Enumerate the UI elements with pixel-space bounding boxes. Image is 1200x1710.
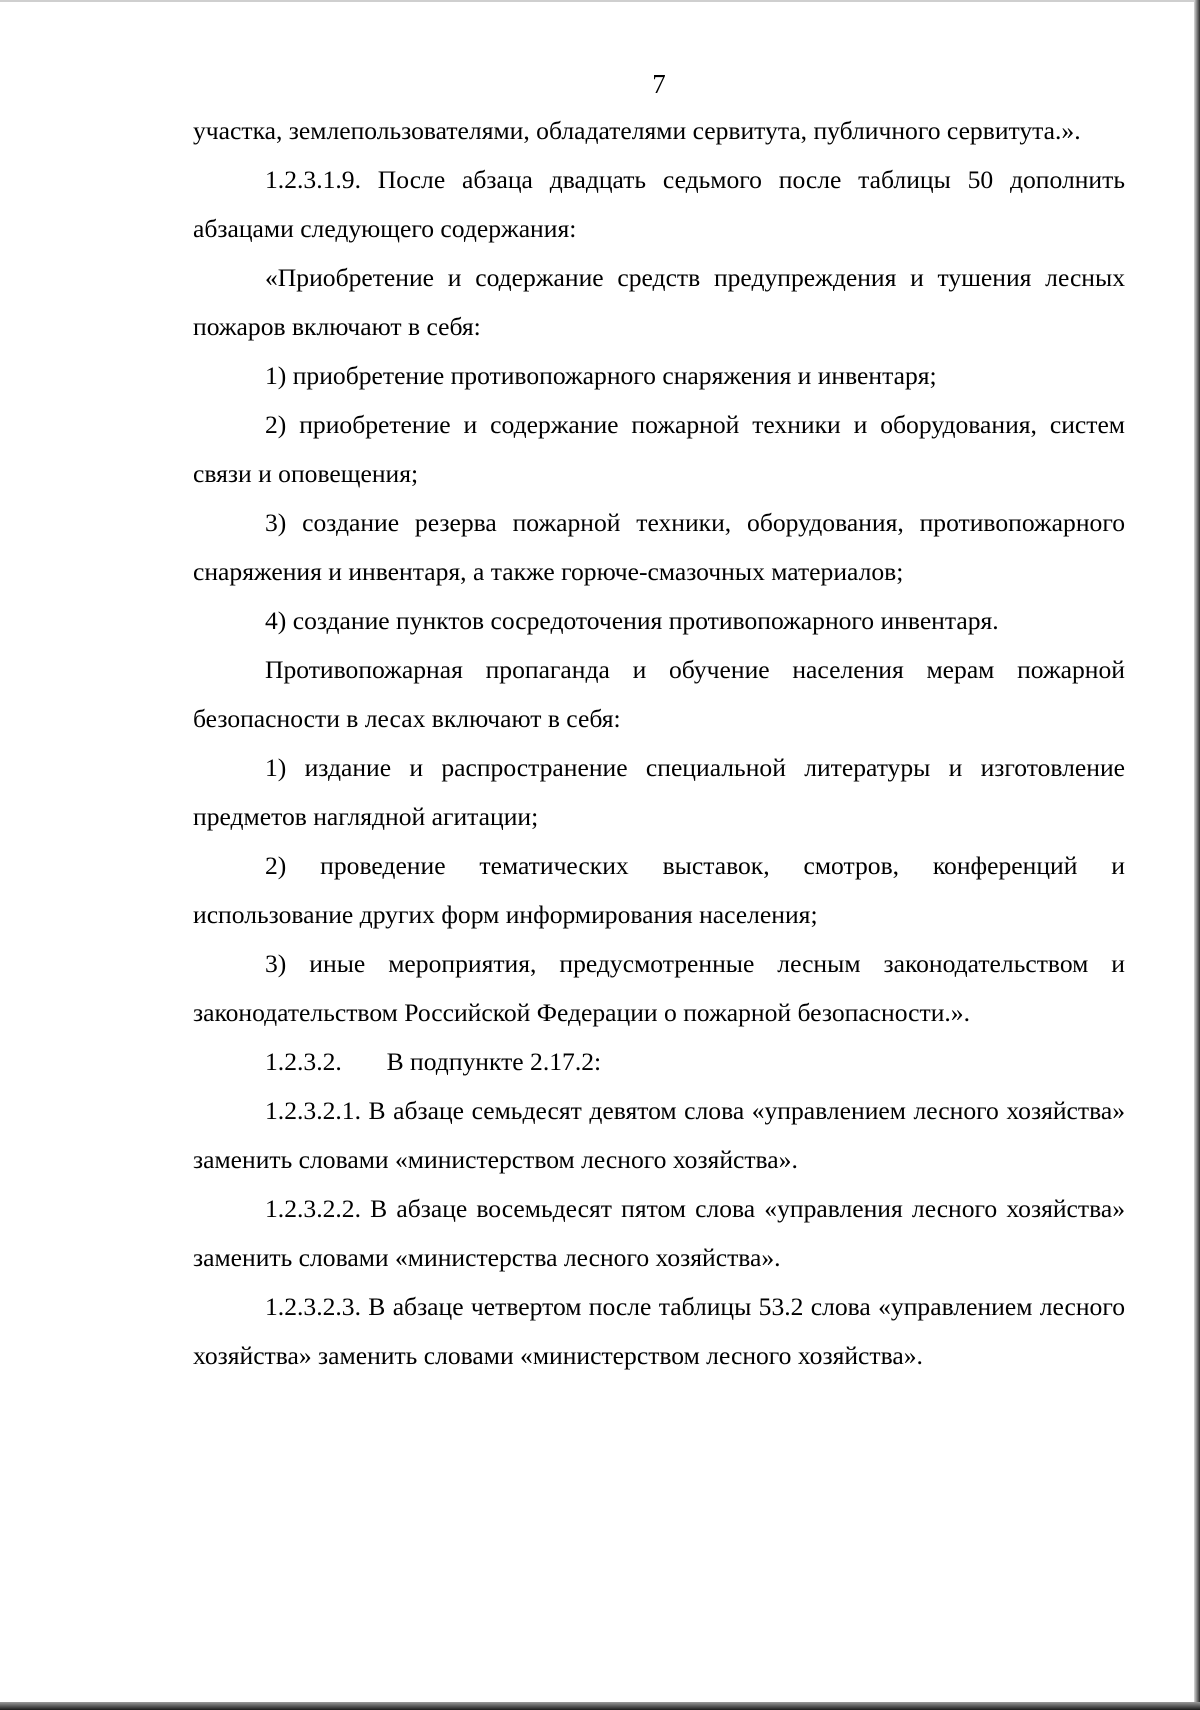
paragraph-1-2-3-2-3: 1.2.3.2.3. В абзаце четвертом после таблицы 53.2 слова «управлением лесного хозяйства» заменить словами «министерством лесного хозяйства». [193, 1292, 1125, 1370]
list-item-equipment-3: 3) создание резерва пожарной техники, оборудования, противопожарного снаряжения и инвентаря, а также горюче-смазочных материалов; [193, 508, 1125, 586]
scan-edge-right [1194, 0, 1200, 1710]
paragraph-1-2-3-2-2: 1.2.3.2.2. В абзаце восемьдесят пятом слова «управления лесного хозяйства» заменить словами «министерства лесного хозяйства». [193, 1194, 1125, 1272]
paragraph-1-2-3-2: 1.2.3.2. В подпункте 2.17.2: [265, 1047, 602, 1076]
list-item-propaganda-1: 1) издание и распространение специальной литературы и изготовление предметов наглядной агитации; [193, 753, 1125, 831]
document-page [193, 66, 1125, 1380]
page-number: 7 [652, 69, 666, 99]
paragraph-1-2-3-1-9: 1.2.3.1.9. После абзаца двадцать седьмого после таблицы 50 дополнить абзацами следующего содержания: [193, 165, 1125, 243]
list-item-equipment-2: 2) приобретение и содержание пожарной техники и оборудования, систем связи и оповещения; [193, 410, 1125, 488]
scan-edge-top [0, 0, 1200, 2]
paragraph-continuation: участка, землепользователями, обладателями сервитута, публичного сервитута.». [193, 116, 1081, 145]
paragraph-propaganda-intro: Противопожарная пропаганда и обучение населения мерам пожарной безопасности в лесах включают в себя: [193, 655, 1125, 733]
scan-edge-bottom [0, 1702, 1200, 1710]
list-item-propaganda-2: 2) проведение тематических выставок, смотров, конференций и использование других форм информирования населения; [193, 851, 1125, 929]
list-item-propaganda-3: 3) иные мероприятия, предусмотренные лесным законодательством и законодательством Российской Федерации о пожарной безопасности.». [193, 949, 1125, 1027]
paragraph-fire-equipment-intro: «Приобретение и содержание средств предупреждения и тушения лесных пожаров включают в себя: [193, 263, 1125, 341]
list-item-equipment-1: 1) приобретение противопожарного снаряжения и инвентаря; [265, 361, 937, 390]
list-item-equipment-4: 4) создание пунктов сосредоточения противопожарного инвентаря. [265, 606, 999, 635]
paragraph-1-2-3-2-1: 1.2.3.2.1. В абзаце семьдесят девятом слова «управлением лесного хозяйства» заменить словами «министерством лесного хозяйства». [193, 1096, 1125, 1174]
